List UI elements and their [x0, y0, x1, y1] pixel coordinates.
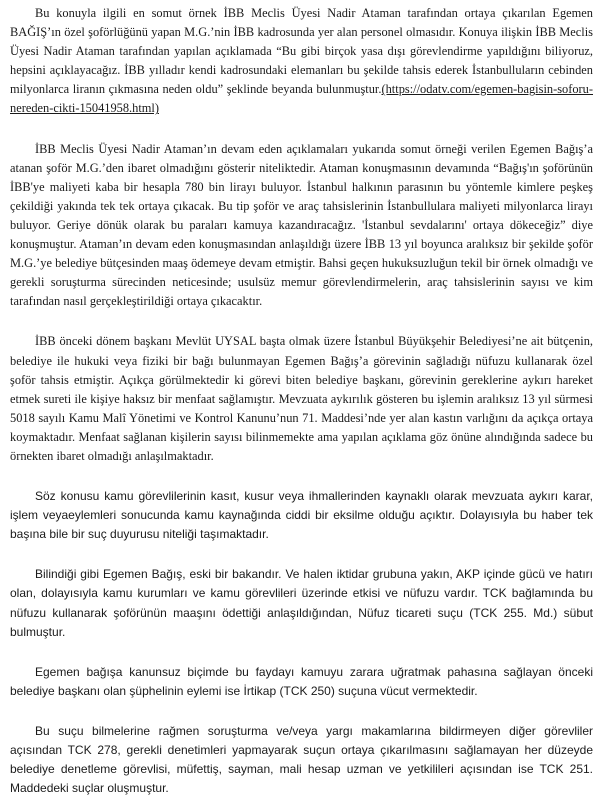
paragraph-extortion: Egemen bağışa kanunsuz biçimde bu faydayı kamuyu zarara uğratmak pahasına sağlayan önceki belediye başkanı olan şüphelinin eylemi ise İrtikap (TCK 250) suçuna vücut vermektedir.	[10, 664, 593, 698]
paragraph-ataman-statements: İBB Meclis Üyesi Nadir Ataman’ın devam eden açıklamaları yukarıda somut örneği verilen Egemen Bağış’a atanan şoför M.G.’den ibaret olmadığını gösterir niteliktedir. Ataman konuşmasının devamında “Bağış'ın şoförünün İBB'ye maliyeti kaba bir hesapla 780 bin lirayı buluyor. İstanbul halkının parasının bu yöntemle kimlere peşkeş çekildiği yakında tek tek ortaya çıkacak. Bu tip şoför ve araç tahsislerinin İstanbullulara maliyeti milyonlarca lirayı buluyor. Geriye dönük olarak bu paraları kamuya kazandıracağız. 'İstanbul sevdalarını' ortaya dökeceğiz” diye konuşmuştur. Ataman’ın devam eden konuşmasından anlaşıldığı üzere İBB 13 yıl boyunca aralıksız bir şekilde şoför M.G.’ye belediye bütçesinden maaş ödemeye devam etmiştir. Bahsi geçen hukuksuzluğun tekil bir örnek olmadığı ve gerekli soruşturma sürecinden neticesinde; usulsüz memur görevlendirmelerin, araç tahsislerinin sayısı ve kim tarafından nasıl gerçekleştirildiği ortaya çıkacaktır.	[10, 141, 593, 309]
paragraph-odatv-example-text: Bu konuyla ilgili en somut örnek İBB Meclis Üyesi Nadir Ataman tarafından ortaya çıkarılan Egemen BAĞIŞ’ın özel şoförlüğünü yapan M.G.’nin İBB kadrosunda yer alan personel olmasıdır. Konuya ilişkin İBB Meclis Üyesi Nadir Ataman tarafından yapılan açıklamada “Bu gibi birçok yasa dışı görevlendirme yapıldığını biliyoruz, hepsini açıklayacağız. İBB yılladır kendi kadrosundaki elemanları bu şekilde tahsis ederek İstanbulluların cebinden milyonlarca liranın çıkmasına neden oldu” şeklinde beyanda bulunmuştur.	[10, 6, 593, 97]
paragraph-odatv-example	[10, 4, 593, 119]
paragraph-former-mayor: İBB önceki dönem başkanı Mevlüt UYSAL başta olmak üzere İstanbul Büyükşehir Belediyesi’ne ait bütçenin, belediye ile hukuki veya fiziki bir bağı bulunmayan Egemen Bağış’a görevinin sağladığı nüfuzu kullanarak özel şoför tahsis etmiştir. Açıkça görülmektedir ki görevi biten belediye başkanı, görevinin gereklerine aykırı hareket etmek sureti ile kişiye haksız bir menfaat sağlamıştır. Mevzuata aykırılık gösteren bu işlemin aralıksız 13 yıl sürmesi 5018 sayılı Kamu Malî Yönetimi ve Kontrol Kanunu’nun 71. Maddesi’nde yer alan kastın varlığını da açıkça ortaya koymaktadır. Menfaat sağlanan kişilerin sayısı bilinmemekte ama yapılan açıklama göz önüne alındığında sadece bu örnekten ibaret olmadığı anlaşılmaktadır.	[10, 334, 593, 463]
source-link[interactable]: (https://odatv.com/egemen-bagisin-soforu-nereden-cikti-15041958.html)	[10, 82, 593, 116]
paragraph-other-officials: Bu suçu bilmelerine rağmen soruşturma ve/veya yargı makamlarına bildirmeyen diğer görevliler açısından TCK 278, gerekli denetimleri yapmayarak suçun ortaya çıkarılmasını sağlamayan her düzeyde belediye denetleme görevlisi, müfettiş, sayman, mali hesap uzman ve yetkilileri açısından ise TCK 251. Maddedeki suçlar oluşmuştur.	[10, 723, 593, 796]
paragraph-public-loss: Söz konusu kamu görevlilerinin kasıt, kusur veya ihmallerinden kaynaklı olarak mevzuata aykırı karar, işlem veyaeylemleri sonucunda kamu kaynağında ciddi bir eksilme olduğu açıktır. Dolayısıyla bu haber tek başına bile bir suç duyurusu niteliği taşımaktadır.	[10, 489, 593, 542]
paragraph-influence-peddling: Bilindiği gibi Egemen Bağış, eski bir bakandır. Ve halen iktidar grubuna yakın, AKP içinde gücü ve hatırı olan, dolayısıyla kamu kurumları ve kamu görevlileri üzerinde etkisi ve nüfuzu vardır. TCK bağlamında bu nüfuzu kullanarak şoförünün maaşını ödettiği anlaşıldığından, Nüfuz ticareti suçu (TCK 255. Md.) sübut bulmuştur.	[10, 567, 593, 639]
